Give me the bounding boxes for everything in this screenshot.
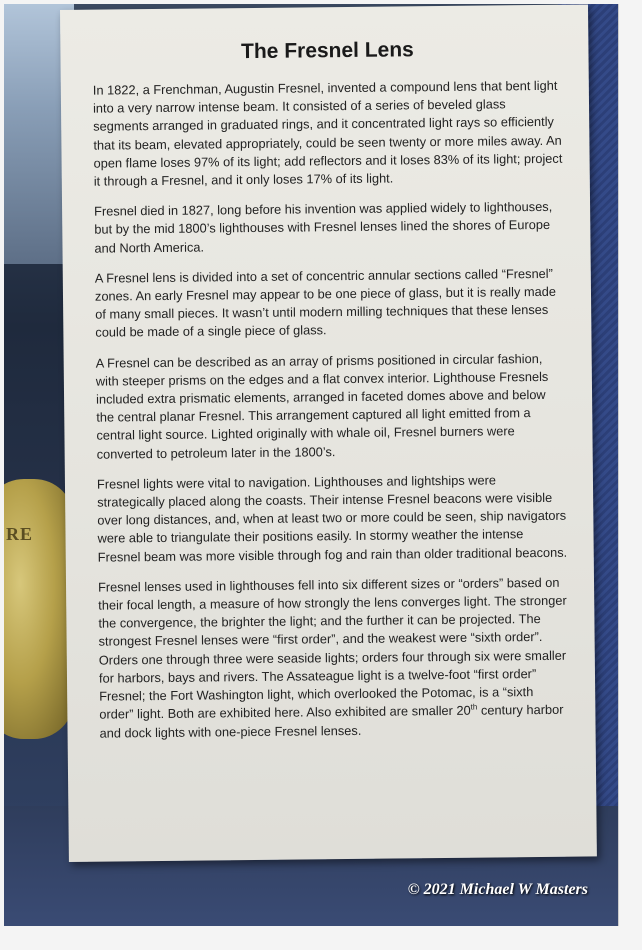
paragraph-orders bbox=[98, 574, 570, 743]
paragraph-prisms: A Fresnel can be described as an array of prisms positioned in circular fashion, with steeper prisms on the edges and a flat convex interior. Lighthouse Fresnels included extra prismatic elements, arranged in faceted domes above and below the central planar Fresnel. This arrangement captured all light emitted from a central light source. Lighted originally with whale oil, Fresnel burners were converted to petroleum later in the 1800’s. bbox=[95, 350, 549, 462]
placard-title: The Fresnel Lens bbox=[240, 38, 414, 64]
exhibit-placard bbox=[60, 4, 597, 861]
background-engraving: RE bbox=[6, 524, 34, 544]
ordinal-superscript: th bbox=[470, 702, 478, 712]
paragraph-zones: A Fresnel lens is divided into a set of concentric annular sections called “Fresnel” zones. An early Fresnel may appear to be one piece of glass, but it is really made of many small pieces. It wasn’t until modern milling techniques that these lenses could be made of a single piece of glass. bbox=[94, 265, 557, 341]
brass-lens-object bbox=[4, 479, 74, 739]
orders-text-end: century harbor and dock lights with one-piece Fresnel lenses. bbox=[99, 702, 564, 741]
orders-text: Fresnel lenses used in lighthouses fell into six different sizes or “orders” based on their focal length, a measure of how strongly the lens converges light. The stronger the convergence, the brighter the light; and the further it can be projected. The strongest Fresnel lenses were “first order”, and the weakest were “sixth order”. Orders one through three were seaside lights; orders four through six were smaller for harbors, bays and rivers. The Assateague light is a twelve-foot “first order” Fresnel; the Fort Washington light, which overlooked the Potomac, is a “sixth order” light. Both are exhibited here. Also exhibited are smaller 20 bbox=[97, 574, 567, 722]
copyright-watermark: © 2021 Michael W Masters bbox=[407, 881, 588, 898]
paragraph-navigation: Fresnel lights were vital to navigation. Lighthouses and lightships were strategically placed along the coasts. Their intense Fresnel beacons were visible over long distances, and, when at least two or more could be seen, ship navigators were able to triangulate their positions easily. In stormy weather the intense Fresnel beam was more visible through fog and rain than older traditional beacons. bbox=[96, 472, 568, 565]
paragraph-adoption: Fresnel died in 1827, long before his invention was applied widely to lighthouses, but by the mid 1800’s lighthouses with Fresnel lenses lined the shores of Europe and North America. bbox=[94, 199, 553, 256]
photo-frame bbox=[4, 4, 619, 926]
paragraph-history: In 1822, a Frenchman, Augustin Fresnel, invented a compound lens that bent light into a very narrow intense beam. It consisted of a series of beveled glass segments arranged in graduated rings, and it concentrated light rays so efficiently that its beam, elevated appropriately, could be seen twenty or more miles away. An open flame loses 97% of its light; add reflectors and it loses 83% of its light; project it through a Fresnel, and it only loses 17% of its light. bbox=[92, 77, 563, 189]
